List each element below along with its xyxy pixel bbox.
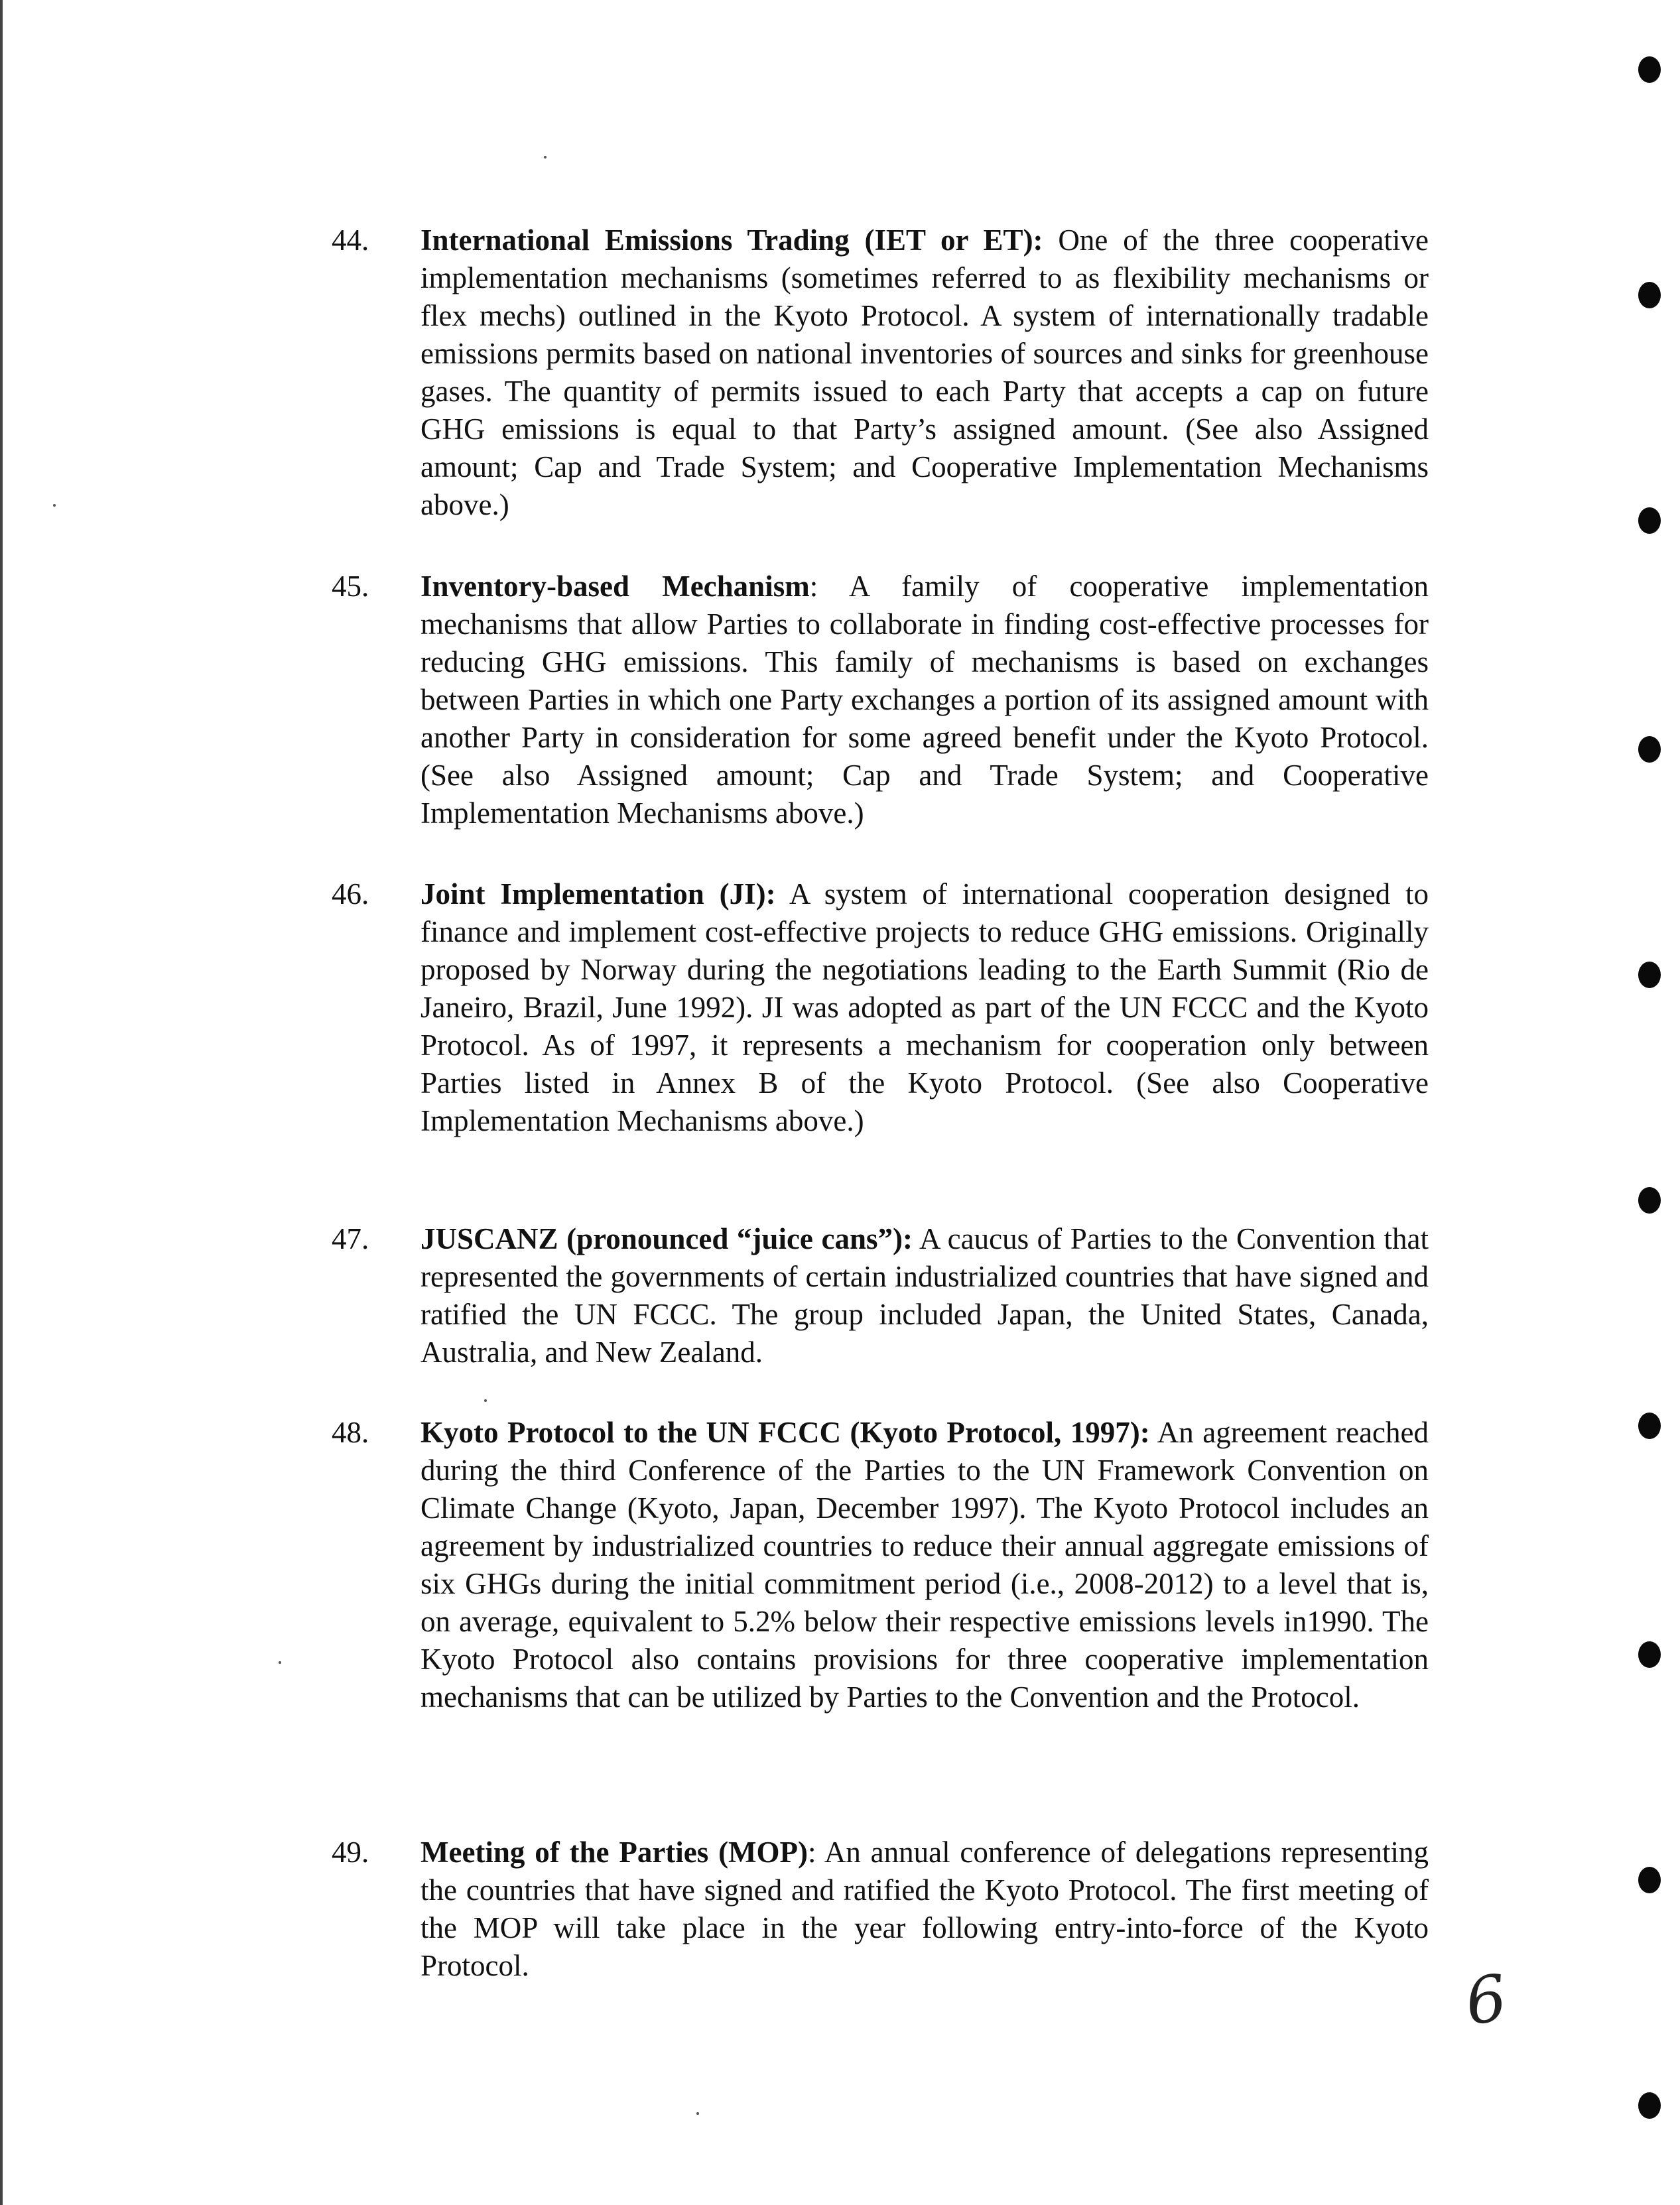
entry-definition: An agreement reached during the third Conference of the Parties to the UN Framework Convention on Climate Change (Kyoto, Japan, December 1997). The Kyoto Protocol includes an agreement by industrialized countries to reduce their annual aggregate emissions of six GHGs during the initial commitment period (i.e., 2008-2012) to a level that is, on average, equivalent to 5.2% below their respective emissions levels in1990. The Kyoto Protocol also contains provisions for three cooperative implementation mechanisms that can be utilized by Parties to the Convention and the Protocol. — [420, 1416, 1429, 1714]
entry-number: 48. — [332, 1416, 369, 1449]
entry-body — [420, 1834, 1429, 1985]
punch-hole — [1638, 1641, 1661, 1668]
entry-body — [420, 568, 1429, 832]
entry-body — [420, 1220, 1429, 1371]
punch-hole — [1638, 56, 1661, 83]
entry-number: 47. — [332, 1222, 369, 1255]
scan-speck — [484, 1399, 487, 1402]
entry-number: 45. — [332, 570, 369, 603]
entry-body — [420, 875, 1429, 1140]
entry-definition: : A family of cooperative implementation mechanisms that allow Parties to collaborate in finding cost-effective processes for reducing GHG emissions. This family of mechanisms is based on exchanges between Parties in which one Party exchanges a portion of its assigned amount with another Party in consideration for some agreed benefit under the Kyoto Protocol. (See also Assigned amount; Cap and Trade System; and Cooperative Implementation Mechanisms above.) — [420, 570, 1429, 830]
entry-term: International Emissions Trading (IET or ET): — [420, 223, 1043, 257]
scan-left-edge — [0, 0, 3, 2205]
entry-term: Kyoto Protocol to the UN FCCC (Kyoto Protocol, 1997): — [420, 1416, 1150, 1449]
punch-hole — [1638, 1413, 1661, 1439]
entry-body — [420, 221, 1429, 524]
punch-hole — [1638, 1187, 1661, 1214]
entry-body — [420, 1414, 1429, 1716]
entry-term: Meeting of the Parties (MOP) — [420, 1836, 808, 1869]
entry-number: 46. — [332, 877, 369, 911]
entry-definition: A caucus of Parties to the Convention that represented the governments of certain industrialized countries that have signed and ratified the UN FCCC. The group included Japan, the United States, Canada, Australia, and New Zealand. — [420, 1222, 1429, 1369]
scan-speck — [544, 156, 547, 158]
scan-speck — [53, 504, 56, 507]
punch-hole — [1638, 962, 1661, 988]
entry-definition: A system of international cooperation designed to finance and implement cost-effective projects to reduce GHG emissions. Originally proposed by Norway during the negotiations leading to the Earth Summit (Rio de Janeiro, Brazil, June 1992). JI was adopted as part of the UN FCCC and the Kyoto Protocol. As of 1997, it represents a mechanism for cooperation only between Parties listed in Annex B of the Kyoto Protocol. (See also Cooperative Implementation Mechanisms above.) — [420, 877, 1429, 1137]
entry-term: Inventory-based Mechanism — [420, 570, 810, 603]
punch-hole — [1638, 507, 1661, 534]
scan-speck — [696, 2112, 699, 2115]
scan-speck — [279, 1661, 281, 1664]
entry-definition: : An annual conference of delegations representing the countries that have signed and ratified the Kyoto Protocol. The first meeting of the MOP will take place in the year following entry-into-force of the Kyoto Protocol. — [420, 1836, 1429, 1982]
punch-hole — [1638, 1867, 1661, 1893]
handwritten-page-number: 6 — [1460, 1960, 1512, 2040]
entry-term: JUSCANZ (pronounced “juice cans”): — [420, 1222, 913, 1255]
punch-hole — [1638, 736, 1661, 763]
entry-definition: One of the three cooperative implementation mechanisms (sometimes referred to as flexibility mechanisms or flex mechs) outlined in the Kyoto Protocol. A system of internationally tradable emissions permits based on national inventories of sources and sinks for greenhouse gases. The quantity of permits issued to each Party that accepts a cap on future GHG emissions is equal to that Party’s assigned amount. (See also Assigned amount; Cap and Trade System; and Cooperative Implementation Mechanisms above.) — [420, 223, 1429, 521]
entry-number: 44. — [332, 223, 369, 257]
punch-hole — [1638, 282, 1661, 308]
entry-term: Joint Implementation (JI): — [420, 877, 776, 911]
entry-number: 49. — [332, 1836, 369, 1869]
punch-hole — [1638, 2092, 1661, 2119]
